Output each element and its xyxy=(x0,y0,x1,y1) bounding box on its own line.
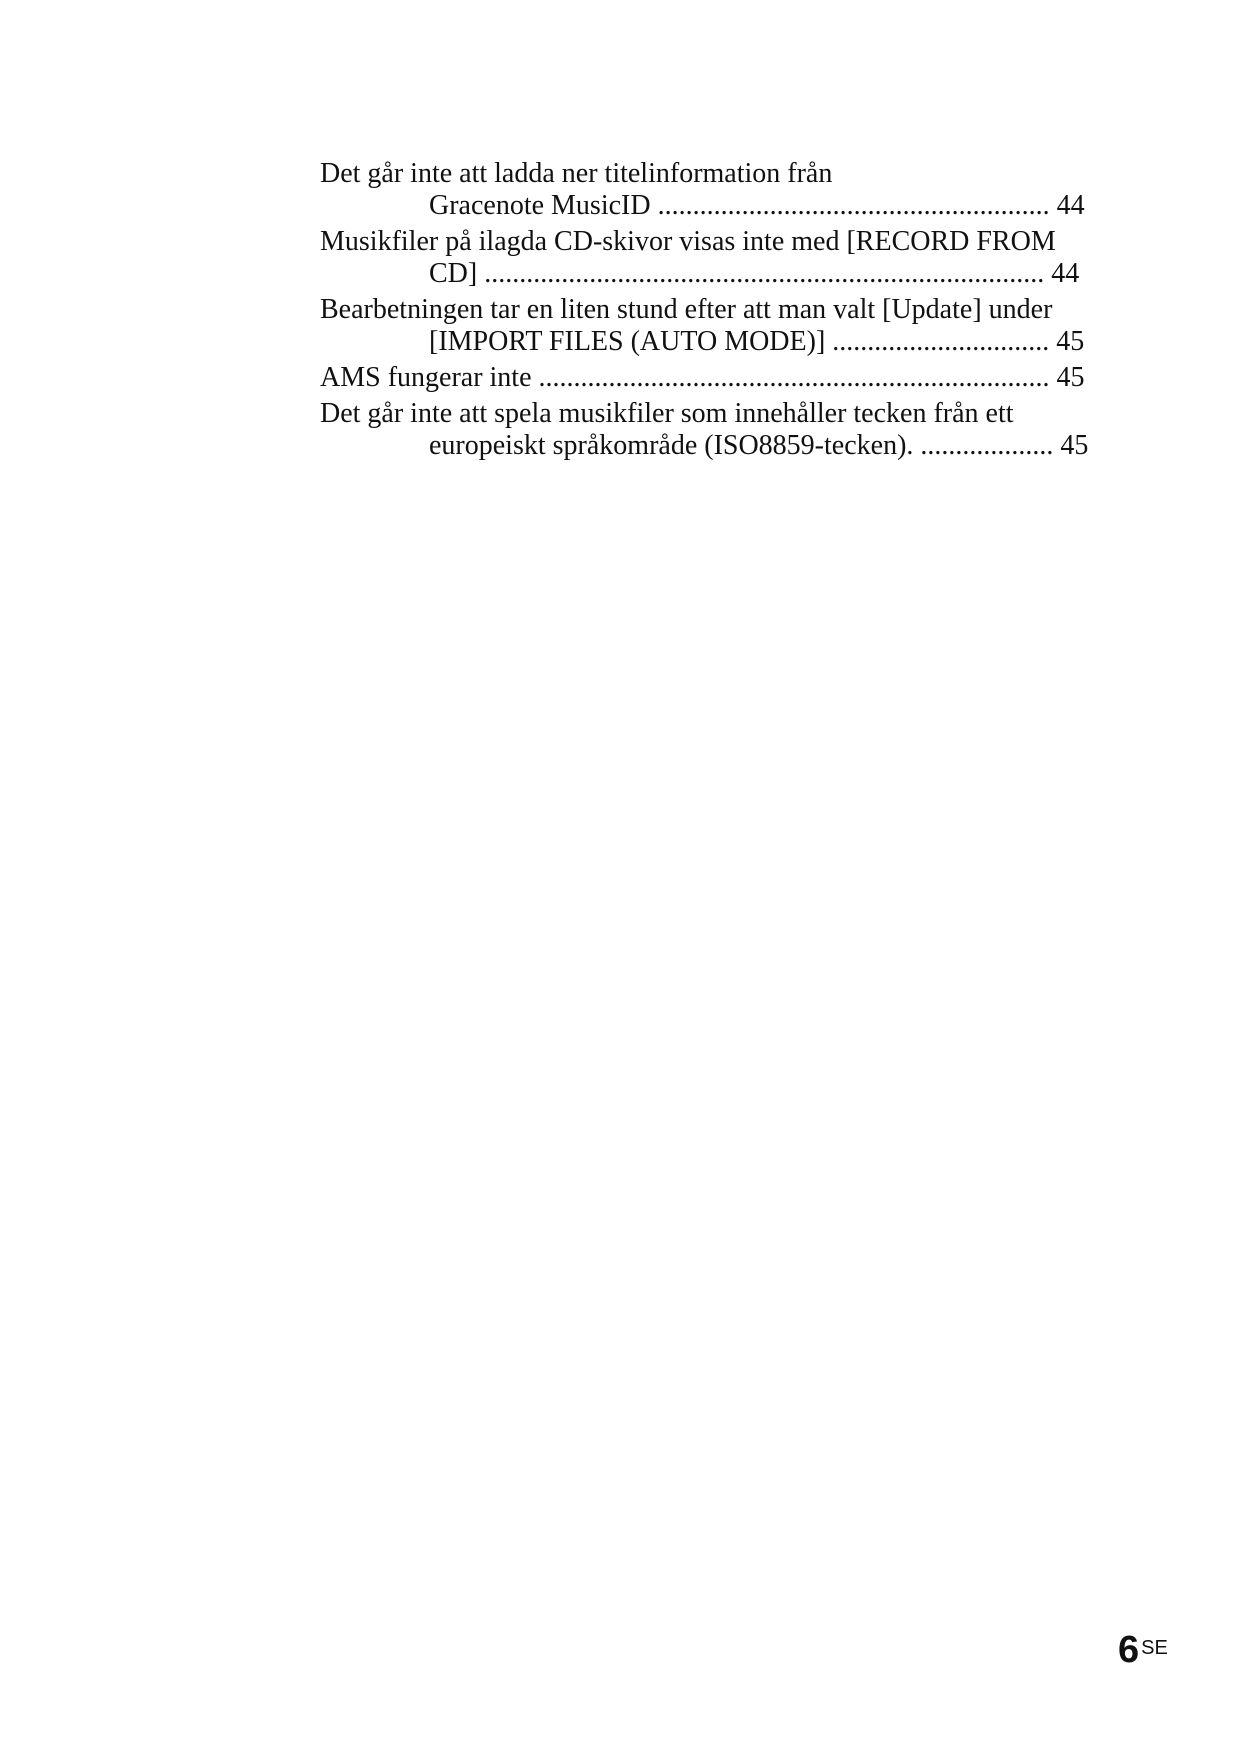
toc-entry-title: Det går inte att spela musikfiler som innehåller tecken från ett xyxy=(320,398,1014,429)
toc-entry-gracenote xyxy=(320,158,1120,222)
toc-entry-import-files xyxy=(320,294,1120,358)
toc-entry-iso8859 xyxy=(320,398,1120,462)
toc-entry-title-continued: europeiskt språkområde (ISO8859-tecken). ................... 45 xyxy=(429,430,1089,461)
page-number-value: 6 xyxy=(1118,1629,1140,1671)
toc-entry-title: AMS fungerar inte ......................................................................... 45 xyxy=(320,362,1085,393)
page-number-suffix: SE xyxy=(1141,1637,1168,1659)
toc-entry-ams xyxy=(320,362,1120,394)
toc-entry-title-continued: CD] ................................................................................ 44 xyxy=(429,258,1080,289)
page-number xyxy=(1118,1630,1168,1670)
toc-entry-title: Det går inte att ladda ner titelinformation från xyxy=(320,158,833,189)
toc-entry-title: Musikfiler på ilagda CD-skivor visas inte med [RECORD FROM xyxy=(320,226,1056,257)
toc-entry-title-continued: Gracenote MusicID ........................................................ 44 xyxy=(429,190,1085,221)
toc-entry-title: Bearbetningen tar en liten stund efter att man valt [Update] under xyxy=(320,294,1053,325)
table-of-contents xyxy=(320,158,1120,466)
toc-entry-title-continued: [IMPORT FILES (AUTO MODE)] ............................... 45 xyxy=(429,326,1085,357)
toc-entry-record-from-cd xyxy=(320,226,1120,290)
